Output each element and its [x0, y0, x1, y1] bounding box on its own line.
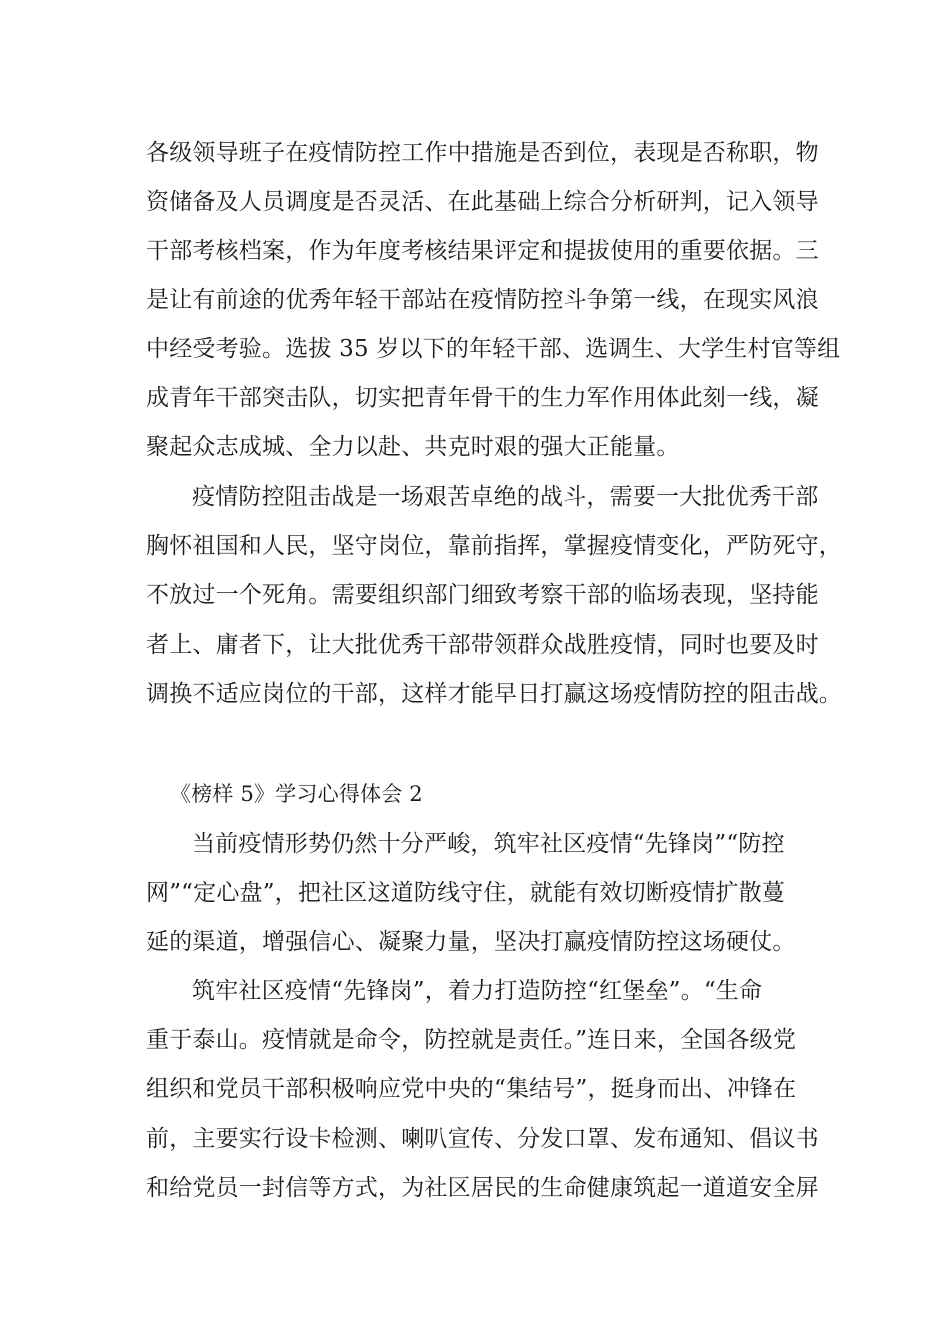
paragraph-line: 和给党员一封信等方式，为社区居民的生命健康筑起一道道安全屏	[146, 1175, 819, 1201]
paragraph-line: 组织和党员干部积极响应党中央的“集结号”，挺身而出、冲锋在	[146, 1076, 797, 1102]
paragraph-line: 资储备及人员调度是否灵活、在此基础上综合分析研判，记入领导	[146, 189, 819, 215]
paragraph-line: 延的渠道，增强信心、凝聚力量，坚决打赢疫情防控这场硬仗。	[146, 929, 796, 955]
section-heading: 《榜样 5》学习心得体会 2	[170, 782, 423, 806]
paragraph-line: 干部考核档案，作为年度考核结果评定和提拔使用的重要依据。三	[146, 238, 819, 264]
paragraph-line: 调换不适应岗位的干部，这样才能早日打赢这场疫情防控的阻击战。	[146, 681, 842, 707]
paragraph-line: 前，主要实行设卡检测、喇叭宣传、分发口罩、发布通知、倡议书	[146, 1126, 819, 1152]
paragraph-line: 中经受考验。选拔 35 岁以下的年轻干部、选调生、大学生村官等组	[146, 336, 841, 362]
paragraph-line: 是让有前途的优秀年轻干部站在疫情防控斗争第一线，在现实风浪	[146, 287, 819, 313]
paragraph-line: 网”“定心盘”，把社区这道防线守住，就能有效切断疫情扩散蔓	[146, 880, 786, 906]
paragraph-first-line: 筑牢社区疫情“先锋岗”，着力打造防控“红堡垒”。“生命	[192, 978, 763, 1004]
paragraph-line: 聚起众志成城、全力以赴、共克时艰的强大正能量。	[146, 434, 680, 460]
paragraph-line: 不放过一个死角。需要组织部门细致考察干部的临场表现，坚持能	[146, 582, 819, 608]
paragraph-line: 成青年干部突击队，切实把青年骨干的生力军作用体此刻一线，凝	[146, 385, 819, 411]
paragraph-line: 各级领导班子在疫情防控工作中措施是否到位，表现是否称职，物	[146, 140, 819, 166]
paragraph-line: 胸怀祖国和人民，坚守岗位，靠前指挥，掌握疫情变化，严防死守，	[146, 533, 842, 559]
paragraph-line: 重于泰山。疫情就是命令，防控就是责任。”连日来，全国各级党	[146, 1027, 797, 1053]
paragraph-first-line: 疫情防控阻击战是一场艰苦卓绝的战斗，需要一大批优秀干部	[192, 484, 819, 510]
paragraph-line: 者上、庸者下，让大批优秀干部带领群众战胜疫情，同时也要及时	[146, 632, 819, 658]
paragraph-first-line: 当前疫情形势仍然十分严峻，筑牢社区疫情“先锋岗”“防控	[192, 831, 785, 857]
